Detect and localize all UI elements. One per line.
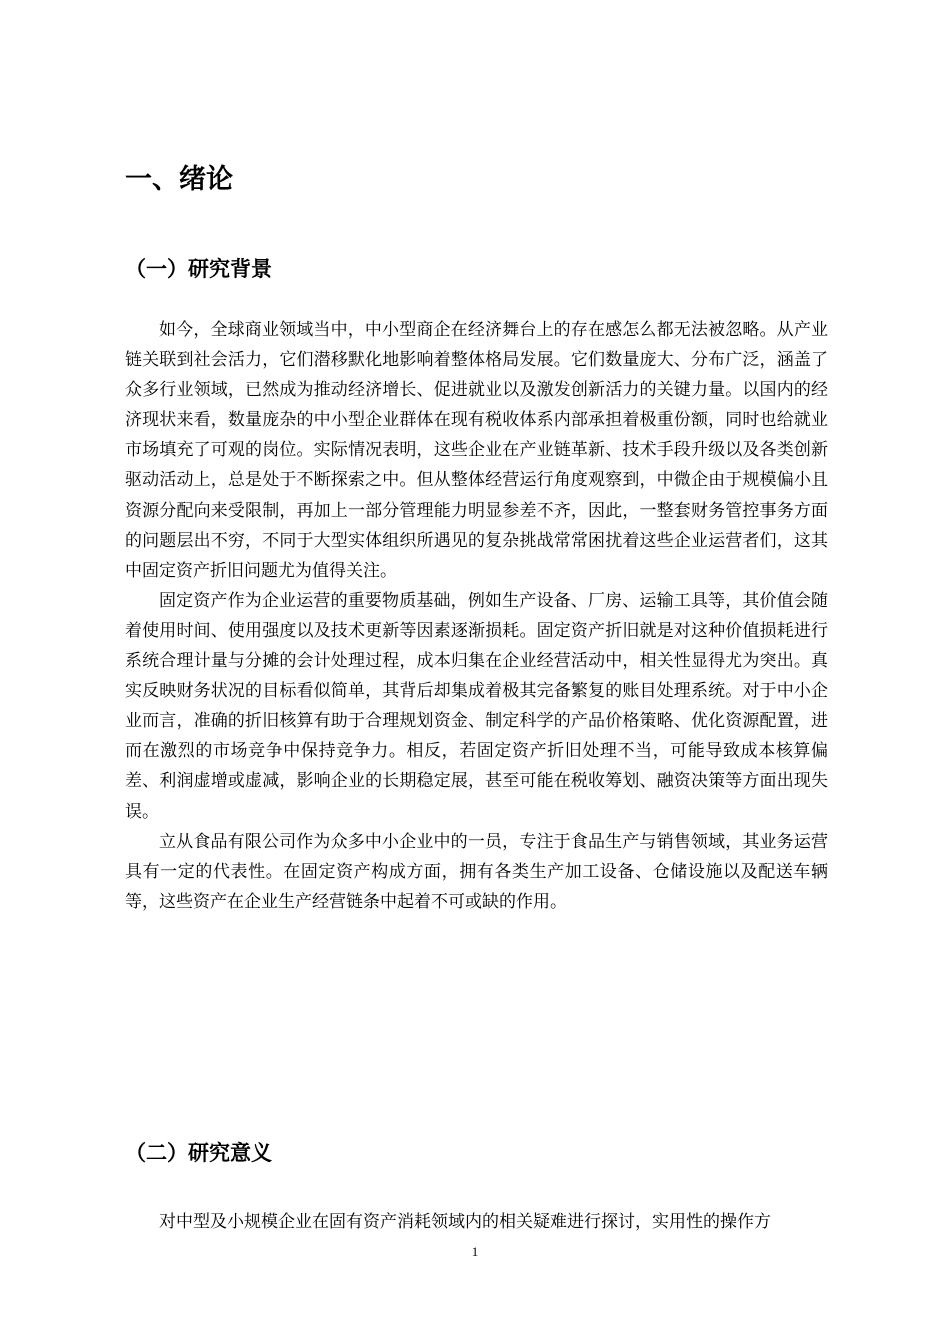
page-number: 1 — [471, 1244, 479, 1259]
body-paragraph: 立从食品有限公司作为众多中小企业中的一员，专注于食品生产与销售领域，其业务运营具有一定的代表性。在固定资产构成方面，拥有各类生产加工设备、仓储设施以及配送车辆等，这些资产在企业生产经营链条中起着不可或缺的作用。 — [125, 831, 828, 912]
body-paragraph: 对中型及小规模企业在固有资产消耗领域内的相关疑难进行探讨，实用性的操作方 — [159, 1212, 771, 1232]
body-paragraph: 如今，全球商业领域当中，中小型商企在经济舞台上的存在感怎么都无法被忽略。从产业链关联到社会活力，它们潜移默化地影响着整体格局发展。它们数量庞大、分布广泛，涵盖了众多行业领域，已然成为推动经济增长、促进就业以及激发创新活力的关键力量。以国内的经济现状来看，数量庞杂的中小型企业群体在现有税收体系内部承担着极重份额，同时也给就业市场填充了可观的岗位。实际情况表明，这些企业在产业链革新、技术手段升级以及各类创新驱动活动上，总是处于不断探索之中。但从整体经营运行角度观察到，中微企由于规模偏小且资源分配向来受限制，再加上一部分管理能力明显参差不齐，因此，一整套财务管控事务方面的问题层出不穷，不同于大型实体组织所遇见的复杂挑战常常困扰着这些企业运营者们，这其中固定资产折旧问题尤为值得关注。 — [125, 320, 828, 581]
section-title-research-background: （一）研究背景 — [125, 257, 272, 281]
body-paragraph: 固定资产作为企业运营的重要物质基础，例如生产设备、厂房、运输工具等，其价值会随着使用时间、使用强度以及技术更新等因素逐渐损耗。固定资产折旧就是对这种价值损耗进行系统合理计量与分摊的会计处理过程，成本归集在企业经营活动中，相关性显得尤为突出。真实反映财务状况的目标看似简单，其背后却集成着极其完备繁复的账目处理系统。对于中小企业而言，准确的折旧核算有助于合理规划资金、制定科学的产品价格策略、优化资源配置，进而在激烈的市场竞争中保持竞争力。相反，若固定资产折旧处理不当，可能导致成本核算偏差、利润虚增或虚减，影响企业的长期稳定展，甚至可能在税收筹划、融资决策等方面出现失误。 — [125, 590, 828, 822]
section-body-research-significance — [125, 1207, 828, 1237]
section-title-research-significance: （二）研究意义 — [125, 1141, 272, 1165]
section-body-research-background — [125, 315, 828, 917]
chapter-title: 一、绪论 — [125, 164, 233, 195]
